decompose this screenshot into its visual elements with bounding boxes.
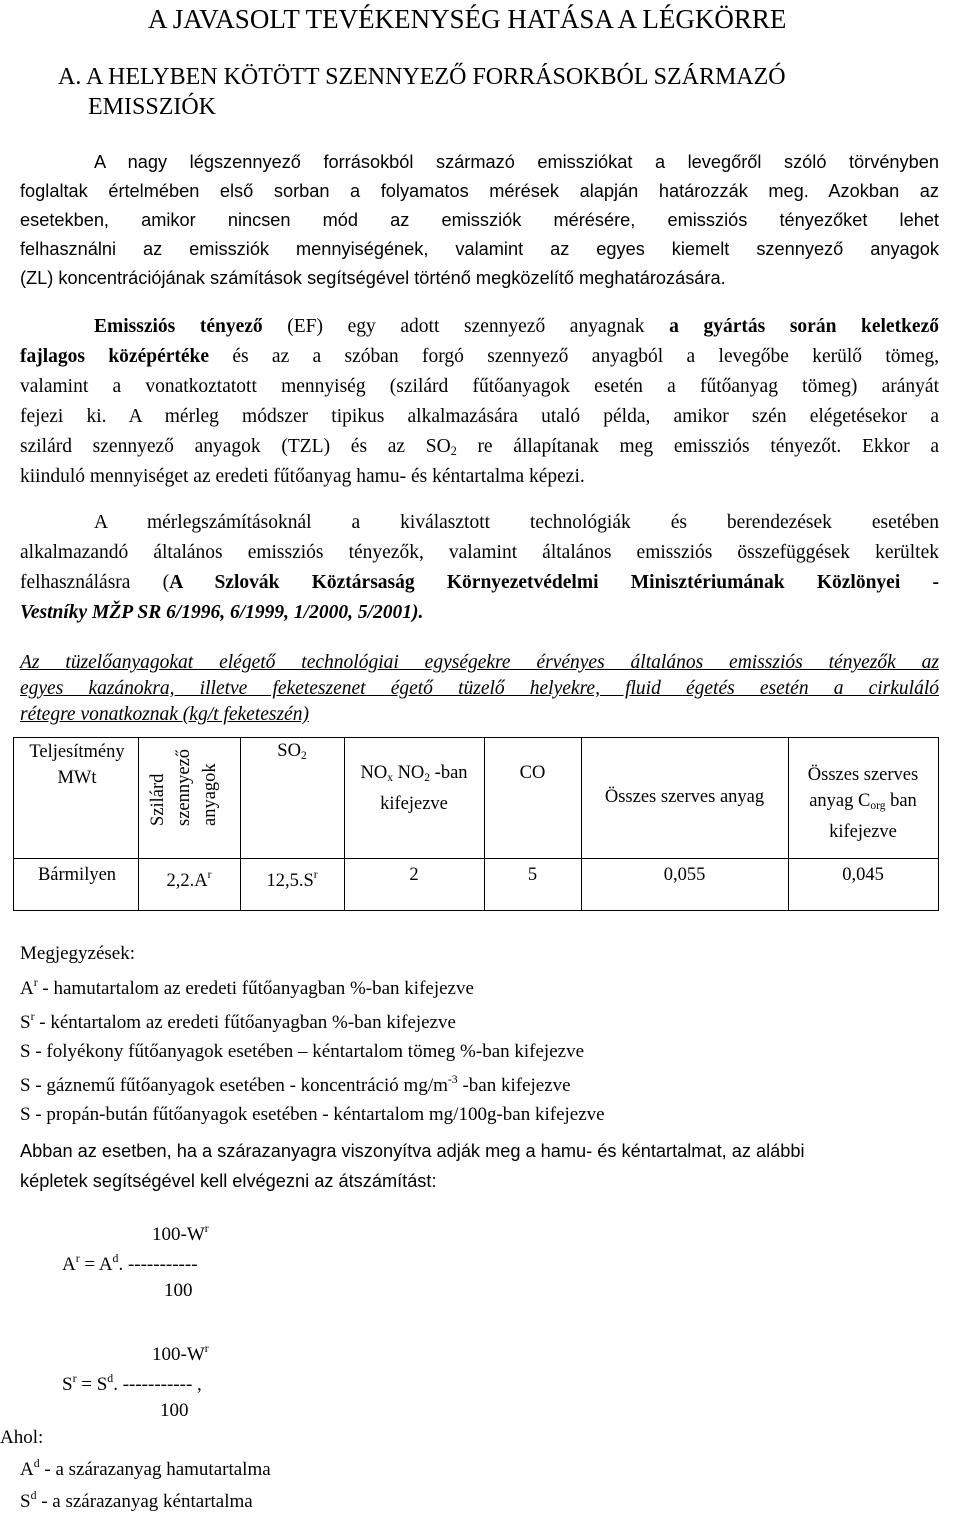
paragraph-table-intro <box>20 648 939 726</box>
header-text: kifejezve <box>380 794 448 814</box>
text-segment: A <box>62 1254 76 1275</box>
text-segment: NO <box>360 763 388 783</box>
text-line: A mérlegszámításoknál a kiválasztott technológiák és berendezések esetében <box>94 512 939 533</box>
text-line: foglaltak értelmében első sorban a folyamatos mérések alapján határozzák meg. Azokban az <box>20 181 939 201</box>
text-segment: = S <box>76 1374 108 1395</box>
header-text: kifejezve <box>829 822 897 842</box>
header-text: anyagok <box>200 763 220 826</box>
header-text: Teljesítmény <box>29 742 125 762</box>
note-item <box>20 1003 605 1038</box>
text-line: esetekben, amikor nincsen mód az emissziók mérésére, emissziós tényezőket lehet <box>20 210 939 230</box>
text-line <box>20 432 939 462</box>
header-text: szennyező <box>174 748 194 826</box>
table-cell: 0,055 <box>663 865 706 885</box>
text-segment: felhasználásra ( <box>20 572 170 593</box>
header-nox <box>344 760 484 817</box>
formula1-expression <box>62 1252 198 1276</box>
bold-italic-text: Vestníky MŽP SR 6/1996, 6/1999, 1/2000, 5/2001). <box>20 602 424 623</box>
formula2-denominator: 100 <box>160 1400 189 1421</box>
text-line: (ZL) koncentrációjának számítások segítségével történő megközelítő meghatározására. <box>20 268 726 288</box>
text-segment: S - gáznemű fűtőanyagok esetében - koncentráció mg/m <box>20 1075 448 1096</box>
paragraph-conversion <box>20 1136 939 1196</box>
emission-factor-term: Emissziós tényező <box>94 316 263 337</box>
header-text: MWt <box>57 768 97 788</box>
text-segment: 2,2.A <box>166 871 208 891</box>
subscript: org <box>870 800 886 812</box>
header-text <box>788 788 938 819</box>
text-line <box>20 598 939 628</box>
text-line: kiinduló mennyiséget az eredeti fűtőanyag hamu- és kéntartalma képezi. <box>20 466 585 487</box>
formula1-denominator: 100 <box>164 1280 193 1301</box>
text-line: A nagy légszennyező forrásokból származó emissziókat a levegőről szóló törvényben <box>94 152 939 172</box>
subscript: 2 <box>424 772 431 784</box>
superscript: r <box>204 1342 209 1355</box>
paragraph-balance <box>20 508 939 628</box>
text-segment: NO <box>392 763 425 783</box>
text-segment: 12,5.S <box>266 871 314 891</box>
text-segment: . ----------- , <box>113 1374 202 1395</box>
paragraph-measurements <box>20 148 939 293</box>
emission-factor-table <box>13 737 939 911</box>
text-segment: (EF) egy adott szennyező anyagnak <box>262 316 670 337</box>
text-segment: és az a szóban forgó szennyező anyagból a levegőbe kerülő tömeg, <box>209 346 939 367</box>
text-segment: . ----------- <box>118 1254 198 1275</box>
header-text: Összes szerves <box>807 765 919 785</box>
superscript: r <box>204 1222 209 1235</box>
header-text <box>344 760 484 791</box>
subscript: 2 <box>450 444 457 458</box>
text-segment: - hamutartalom az eredeti fűtőanyagban %-ban kifejezve <box>37 977 474 999</box>
superscript: r <box>72 1372 77 1385</box>
bold-text: a gyártás során keletkező <box>669 316 939 337</box>
text-line <box>20 312 939 342</box>
header-text: Szilárd <box>148 773 168 826</box>
superscript: d <box>33 1457 40 1470</box>
paragraph-emission-factor <box>20 312 939 492</box>
formula2-numerator <box>152 1342 209 1366</box>
text-line: képletek segítségével kell elvégezni az átszámítást: <box>20 1171 437 1191</box>
definitions-heading: Ahol: <box>0 1427 44 1448</box>
formula2-expression <box>62 1372 202 1396</box>
superscript: d <box>30 1489 37 1502</box>
table-cell: 5 <box>527 865 538 885</box>
note-item <box>20 1066 605 1101</box>
notes-heading: Megjegyzések: <box>20 943 136 964</box>
table-cell <box>138 862 240 894</box>
table-cell: Bármilyen <box>37 865 117 885</box>
bold-text: fajlagos középértéke <box>20 346 210 367</box>
section-heading: A. A HELYBEN KÖTÖTT SZENNYEZŐ FORRÁSOKBÓL SZÁRMAZÓ <box>58 64 786 90</box>
text-segment: -ban kifejezve <box>457 1075 571 1096</box>
table-divider <box>14 858 938 859</box>
text-line: felhasználni az emissziók mennyiségének, valamint az egyes kiemelt szennyező anyagok <box>20 239 939 259</box>
text-line <box>20 342 939 372</box>
header-szilard <box>148 740 240 836</box>
formula1-numerator <box>152 1222 209 1246</box>
text-segment: - a szárazanyag hamutartalma <box>39 1459 271 1480</box>
superscript: d <box>112 1252 119 1265</box>
header-so2 <box>240 738 344 769</box>
definitions <box>0 1425 271 1515</box>
text-segment: 100-W <box>152 1344 205 1365</box>
table-cell: 2 <box>409 865 419 885</box>
superscript: -3 <box>447 1073 458 1086</box>
text-segment: 100-W <box>152 1224 205 1245</box>
text-segment: = A <box>79 1254 113 1275</box>
header-teljesitmeny <box>16 739 138 791</box>
header-co: CO <box>519 763 546 783</box>
text-segment: - a szárazanyag kéntartalma <box>36 1491 253 1512</box>
note-item: S - propán-bután fűtőanyagok esetében - kéntartalom mg/100g-ban kifejezve <box>20 1103 605 1125</box>
header-osszes: Összes szerves anyag <box>604 787 765 807</box>
text-segment: szilárd szennyező anyagok (TZL) és az SO <box>20 436 451 457</box>
text-segment: anyag C <box>809 791 871 811</box>
text-line: fejezi ki. A mérleg módszer tipikus alkalmazására utaló példa, amikor szén elégetésekor a <box>20 406 939 427</box>
text-segment: S <box>20 1012 31 1033</box>
superscript: r <box>75 1252 80 1265</box>
superscript: r <box>30 1010 35 1023</box>
notes <box>20 940 605 1129</box>
text-segment: S <box>62 1374 73 1395</box>
note-item <box>20 969 605 1004</box>
text-line: valamint a vonatkoztatott mennyiség (szilárd fűtőanyagok esetén a fűtőanyag tömeg) arányát <box>20 376 939 397</box>
definition-item <box>0 1483 271 1515</box>
table-cell <box>240 862 344 894</box>
text-segment: - kéntartalom az eredeti fűtőanyagban %-ban kifejezve <box>34 1012 456 1033</box>
text-segment: re állapítanak meg emissziós tényezőt. Ekkor a <box>456 436 940 457</box>
text-line: alkalmazandó általános emissziós tényezők, valamint általános emissziós összefüggések kerültek <box>20 542 939 563</box>
page-title: A JAVASOLT TEVÉKENYSÉG HATÁSA A LÉGKÖRRE <box>148 4 787 34</box>
superscript: r <box>313 869 318 881</box>
subscript: x <box>387 772 393 784</box>
text-line: egyes kazánokra, illetve feketeszenet égető tüzelő helyekre, fluid égetés esetén a cirkuláló <box>20 678 939 699</box>
text-segment: S <box>20 1491 31 1512</box>
header-org <box>788 762 938 845</box>
definition-item <box>0 1451 271 1483</box>
bold-text: A Szlovák Köztársaság Környezetvédelmi Minisztériumának Közlönyei - <box>169 572 939 593</box>
table-cell: 0,045 <box>842 865 884 885</box>
text-line: rétegre vonatkoznak (kg/t feketeszén) <box>20 704 309 725</box>
superscript: r <box>33 975 38 989</box>
text-segment: A <box>20 1459 34 1480</box>
text-line: Abban az esetben, ha a szárazanyagra viszonyítva adják meg a hamu- és kéntartalmat, az alábbi <box>20 1141 805 1161</box>
header-text: SO <box>277 741 301 761</box>
text-segment: ban <box>885 791 917 811</box>
note-item: S - folyékony fűtőanyagok esetében – kéntartalom tömeg %-ban kifejezve <box>20 1040 584 1062</box>
text-segment: -ban <box>430 763 468 783</box>
superscript: d <box>107 1372 114 1385</box>
text-segment: A <box>20 977 34 999</box>
section-heading-cont: EMISSZIÓK <box>88 94 217 120</box>
superscript: r <box>207 869 212 881</box>
subscript: 2 <box>300 750 307 762</box>
text-line: Az tüzelőanyagokat elégető technológiai egységekre érvényes általános emissziós tényezők az <box>20 652 939 673</box>
text-line <box>20 568 939 598</box>
